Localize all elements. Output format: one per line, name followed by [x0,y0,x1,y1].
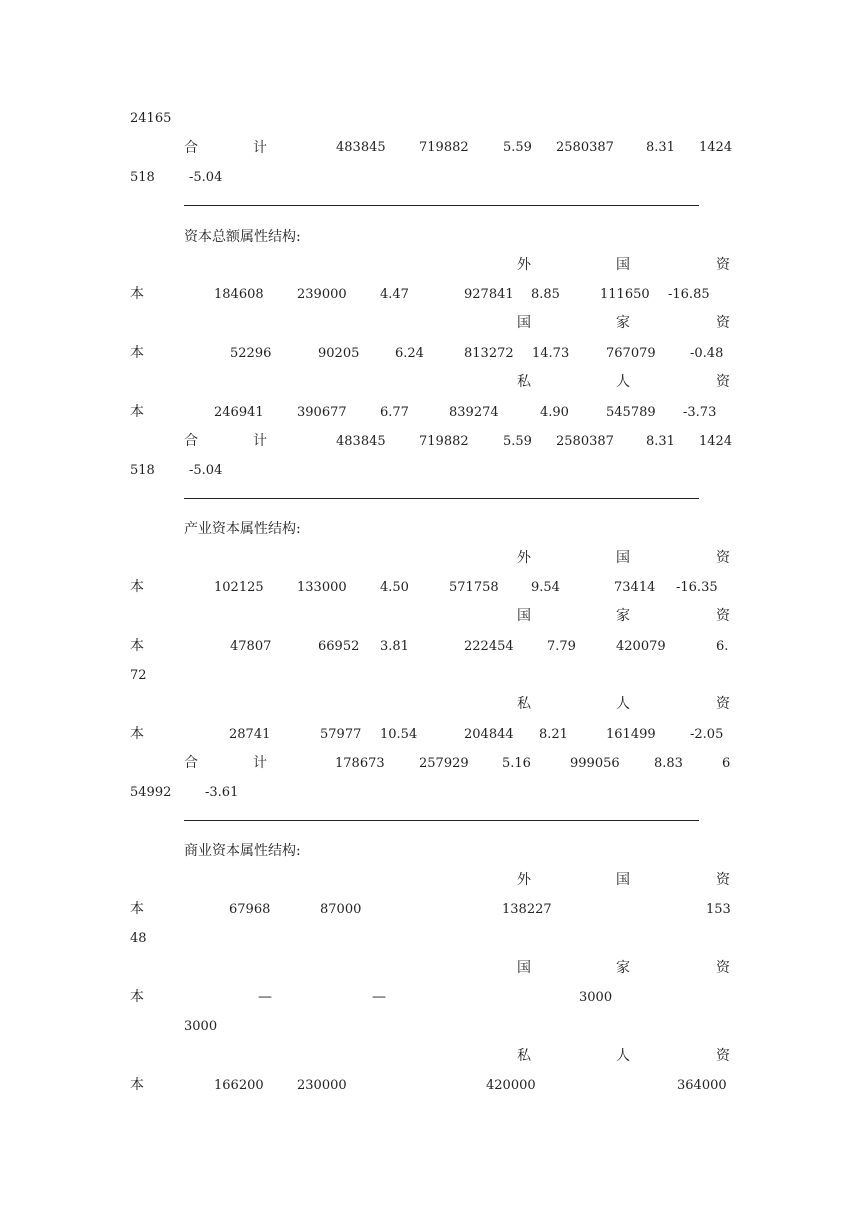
section-heading: 资本总额属性结构: [184,229,301,245]
value-cell: 4.90 [540,405,569,420]
value-cell: 719882 [419,434,469,449]
value-cell: 5.59 [503,434,532,449]
value-cell: 927841 [464,287,514,302]
text-cell: 本 [130,726,144,742]
total-label-he: 合 [184,755,198,771]
value-cell: 73414 [614,580,656,595]
value-cell: -5.04 [189,463,223,478]
value-cell: 390677 [297,405,347,420]
section-divider [184,205,699,206]
value-cell: 3.81 [380,639,409,654]
value-cell: 90205 [318,346,360,361]
value-cell: 2580387 [556,140,614,155]
value-cell: 483845 [336,140,386,155]
value-cell: 483845 [336,434,386,449]
value-cell: 8.85 [531,287,560,302]
value-cell: 8.83 [654,756,683,771]
value-cell: 257929 [419,756,469,771]
value-cell: 364000 [677,1078,727,1093]
text-cell: 本 [130,404,144,420]
text-cell: 外 [517,257,531,273]
value-cell: 5.59 [503,140,532,155]
text-cell: 国 [616,872,630,888]
value-cell: 4.47 [380,287,409,302]
text-cell: 资 [716,872,730,888]
value-cell: 9.54 [531,580,560,595]
value-cell: 6 [722,756,731,771]
text-cell: 资 [716,960,730,976]
text-cell: 资 [716,1048,730,1064]
value-cell: -16.35 [676,580,718,595]
value-cell: 138227 [502,902,552,917]
text-cell: 资 [716,696,730,712]
text-cell: 国 [517,608,531,624]
value-cell: 6. [716,639,729,654]
section-divider [184,820,699,821]
text-cell: 资 [716,257,730,273]
section-heading: 商业资本属性结构: [184,843,301,859]
value-cell: 222454 [464,639,514,654]
value-cell: 571758 [449,580,499,595]
value-cell: 518 [130,170,155,185]
text-cell: 国 [616,550,630,566]
text-cell: 家 [616,608,630,624]
text-cell: 人 [616,374,630,390]
value-cell: 3000 [184,1019,218,1034]
value-cell: 230000 [297,1078,347,1093]
value-cell: 999056 [570,756,620,771]
value-cell: 839274 [449,405,499,420]
total-label-ji: 计 [253,433,267,449]
text-cell: 本 [130,286,144,302]
text-cell: 本 [130,1077,144,1093]
value-cell: 14.73 [532,346,570,361]
text-cell: 家 [616,315,630,331]
text-cell: 家 [616,960,630,976]
dash-cell: — [372,989,386,1005]
value-cell: 8.31 [646,140,675,155]
text-cell: 外 [517,550,531,566]
total-label-he: 合 [184,140,198,156]
text-cell: 人 [616,1048,630,1064]
value-cell: 204844 [464,727,514,742]
value-cell: 57977 [320,727,362,742]
value-cell: 8.31 [646,434,675,449]
value-cell: 5.16 [502,756,531,771]
total-label-ji: 计 [253,755,267,771]
section-divider [184,498,699,499]
value-cell: 6.24 [395,346,424,361]
value-cell: 6.77 [380,405,409,420]
text-cell: 资 [716,315,730,331]
text-cell: 国 [616,257,630,273]
value-cell: 4.50 [380,580,409,595]
value-cell: 767079 [606,346,656,361]
value-cell: 420000 [486,1078,536,1093]
total-label-ji: 计 [253,140,267,156]
section-heading: 产业资本属性结构: [184,521,301,537]
text-cell: 本 [130,579,144,595]
value-cell: 246941 [214,405,264,420]
text-cell: 资 [716,608,730,624]
value-cell: 102125 [214,580,264,595]
value-cell: -3.61 [205,785,239,800]
value-cell: 67968 [229,902,271,917]
value-cell: -3.73 [683,405,717,420]
text-cell: 24165 [130,111,172,126]
value-cell: 28741 [229,727,271,742]
value-cell: 1424 [699,140,733,155]
value-cell: 719882 [419,140,469,155]
value-cell: 8.21 [539,727,568,742]
value-cell: 161499 [606,727,656,742]
value-cell: 133000 [297,580,347,595]
text-cell: 本 [130,989,144,1005]
text-cell: 私 [517,1048,531,1064]
text-cell: 本 [130,901,144,917]
text-cell: 外 [517,872,531,888]
value-cell: 72 [130,668,147,683]
dash-cell: — [258,989,272,1005]
value-cell: 178673 [335,756,385,771]
value-cell: 813272 [464,346,514,361]
value-cell: 545789 [606,405,656,420]
value-cell: 518 [130,463,155,478]
total-label-he: 合 [184,433,198,449]
value-cell: 166200 [214,1078,264,1093]
text-cell: 本 [130,638,144,654]
text-cell: 资 [716,374,730,390]
value-cell: -0.48 [690,346,724,361]
value-cell: 7.79 [547,639,576,654]
text-cell: 国 [517,315,531,331]
value-cell: -16.85 [668,287,710,302]
value-cell: 2580387 [556,434,614,449]
value-cell: 10.54 [380,727,418,742]
value-cell: -5.04 [189,170,223,185]
text-cell: 国 [517,960,531,976]
value-cell: 48 [130,931,147,946]
text-cell: 私 [517,374,531,390]
value-cell: 54992 [130,785,172,800]
value-cell: 239000 [297,287,347,302]
value-cell: 111650 [600,287,650,302]
value-cell: 184608 [214,287,264,302]
text-cell: 人 [616,696,630,712]
value-cell: 3000 [579,990,613,1005]
text-cell: 资 [716,550,730,566]
value-cell: 420079 [616,639,666,654]
value-cell: 153 [706,902,731,917]
value-cell: 66952 [318,639,360,654]
text-cell: 本 [130,345,144,361]
text-cell: 私 [517,696,531,712]
value-cell: -2.05 [690,727,724,742]
value-cell: 1424 [699,434,733,449]
value-cell: 87000 [320,902,362,917]
value-cell: 52296 [230,346,272,361]
value-cell: 47807 [230,639,272,654]
